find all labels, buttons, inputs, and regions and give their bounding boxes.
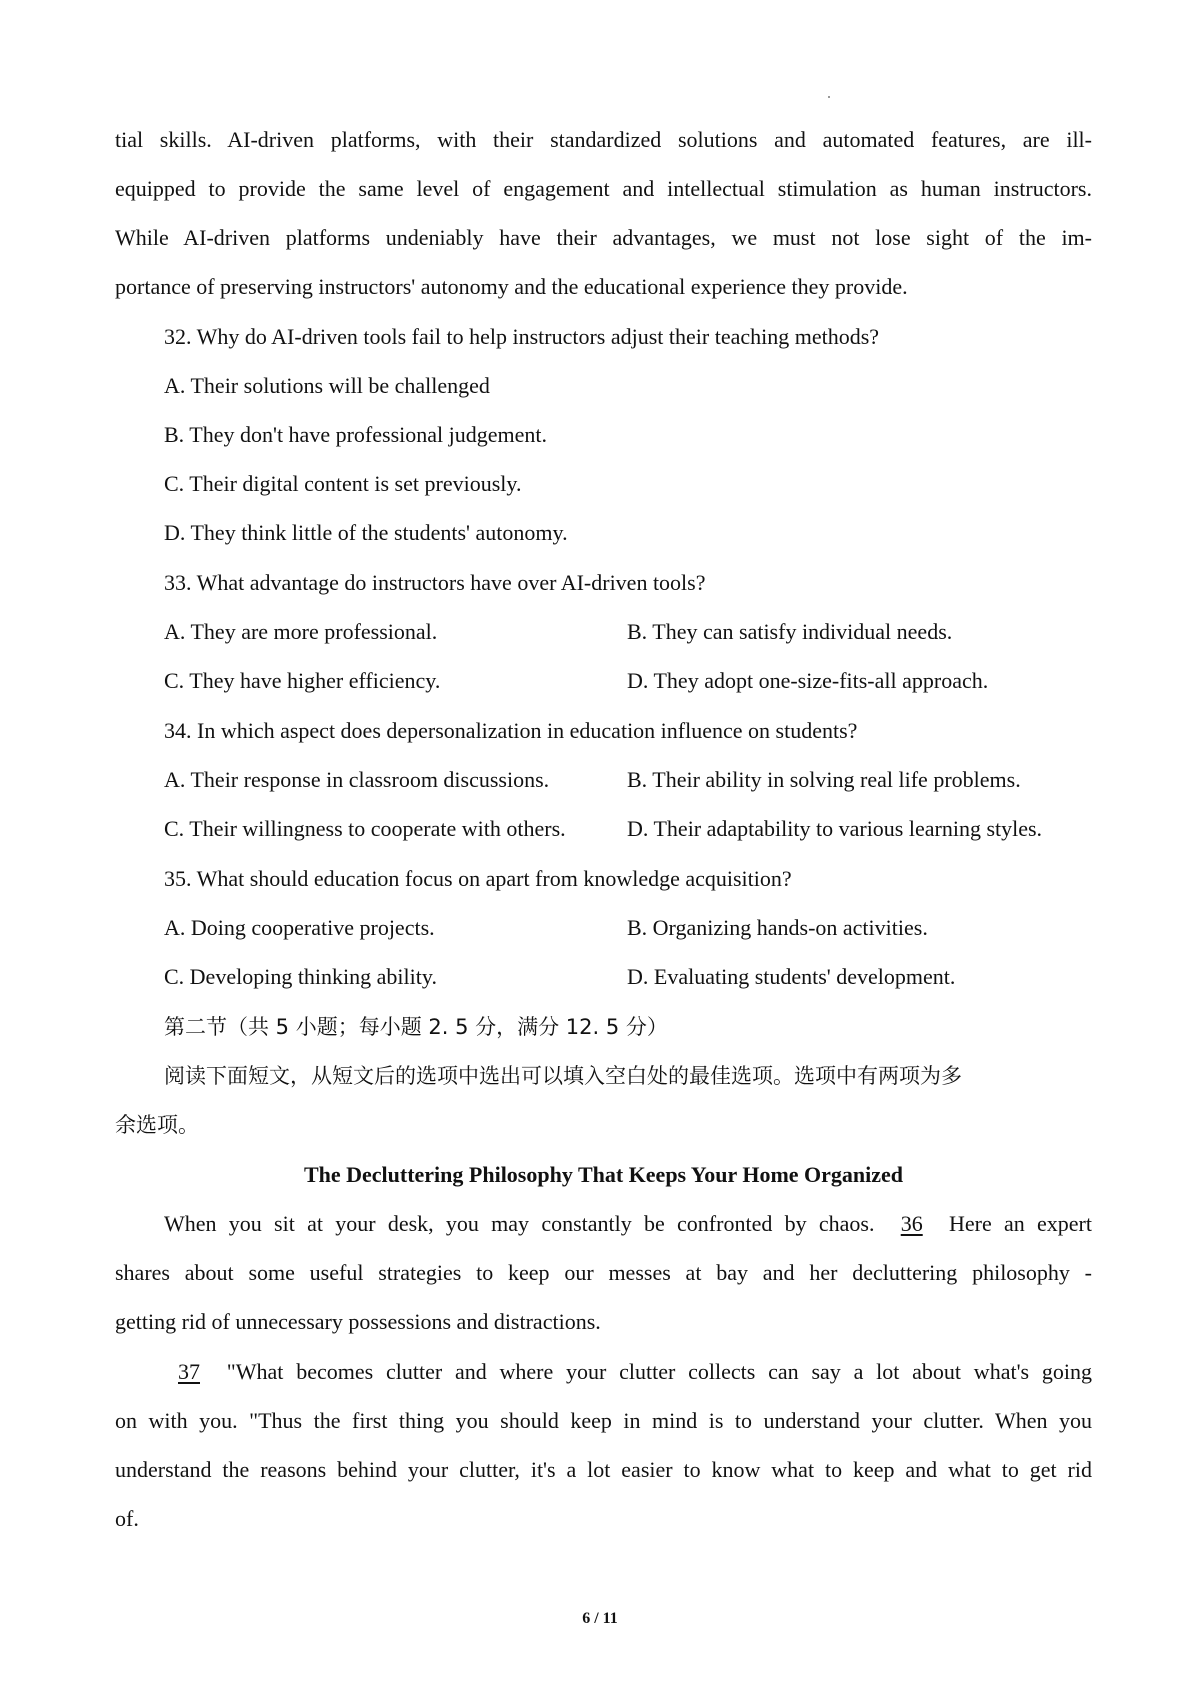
article-p1-line-1 (164, 1209, 1092, 1239)
question-35-stem: 35. What should education focus on apart from knowledge acquisition? (164, 866, 792, 891)
article-p1-line-3: getting rid of unnecessary possessions and distractions. (115, 1309, 601, 1334)
article-p2-line-2: on with you. "Thus the first thing you should keep in mind is to understand your clutter. When you (115, 1408, 1092, 1433)
passage-line-2: equipped to provide the same level of engagement and intellectual stimulation as human instructors. (115, 176, 1092, 201)
passage-line-1: tial skills. AI-driven platforms, with their standardized solutions and automated features, are ill- (115, 127, 1092, 152)
question-34-option-c: C. Their willingness to cooperate with others. (164, 816, 566, 841)
section-2-heading: 第二节（共 5 小题；每小题 2. 5 分，满分 12. 5 分） (164, 1015, 668, 1039)
question-33-option-c: C. They have higher efficiency. (164, 668, 441, 693)
question-33-option-b: B. They can satisfy individual needs. (627, 619, 953, 644)
passage-line-3: While AI-driven platforms undeniably have their advantages, we must not lose sight of the im- (115, 225, 1092, 250)
section-2-instruction-line-1: 阅读下面短文，从短文后的选项中选出可以填入空白处的最佳选项。选项中有两项为多 (164, 1064, 962, 1088)
blank-37: 37 (178, 1359, 200, 1384)
question-34-option-d: D. Their adaptability to various learning styles. (627, 816, 1043, 841)
question-35-option-a: A. Doing cooperative projects. (164, 915, 435, 940)
article-title: The Decluttering Philosophy That Keeps Your Home Organized (303, 1162, 904, 1187)
question-34-option-a: A. Their response in classroom discussions. (164, 767, 550, 792)
article-p2-line-1 (164, 1357, 1092, 1387)
question-32-option-a: A. Their solutions will be challenged (164, 373, 490, 398)
question-33-option-d: D. They adopt one-size-fits-all approach. (627, 668, 989, 693)
section-2-instruction-line-2: 余选项。 (115, 1113, 199, 1137)
question-32-option-c: C. Their digital content is set previously. (164, 471, 522, 496)
scan-speck (828, 96, 830, 98)
article-p1-end: Here an expert (936, 1211, 1092, 1236)
question-32-option-d: D. They think little of the students' autonomy. (164, 520, 568, 545)
page-number: 6 / 11 (582, 1610, 618, 1627)
article-p2-start: "What becomes clutter and where your clutter collects can say a lot about what's going (214, 1359, 1092, 1384)
question-34-stem: 34. In which aspect does depersonalization in education influence on students? (164, 718, 858, 743)
question-33-option-a: A. They are more professional. (164, 619, 438, 644)
passage-line-4: portance of preserving instructors' autonomy and the educational experience they provide. (115, 274, 908, 299)
question-34-option-b: B. Their ability in solving real life problems. (627, 767, 1021, 792)
article-p1-start: When you sit at your desk, you may constantly be confronted by chaos. (164, 1211, 887, 1236)
question-35-option-b: B. Organizing hands-on activities. (627, 915, 928, 940)
question-33-stem: 33. What advantage do instructors have over AI-driven tools? (164, 570, 706, 595)
question-32-option-b: B. They don't have professional judgement. (164, 422, 547, 447)
article-p1-line-2: shares about some useful strategies to keep our messes at bay and her decluttering philosophy - (115, 1260, 1092, 1285)
question-35-option-c: C. Developing thinking ability. (164, 964, 437, 989)
question-35-option-d: D. Evaluating students' development. (627, 964, 956, 989)
article-p2-line-4: of. (115, 1506, 139, 1531)
question-32-stem: 32. Why do AI-driven tools fail to help instructors adjust their teaching methods? (164, 324, 880, 349)
blank-36: 36 (900, 1211, 923, 1236)
article-p2-line-3: understand the reasons behind your clutter, it's a lot easier to know what to keep and what to get rid (115, 1457, 1092, 1482)
